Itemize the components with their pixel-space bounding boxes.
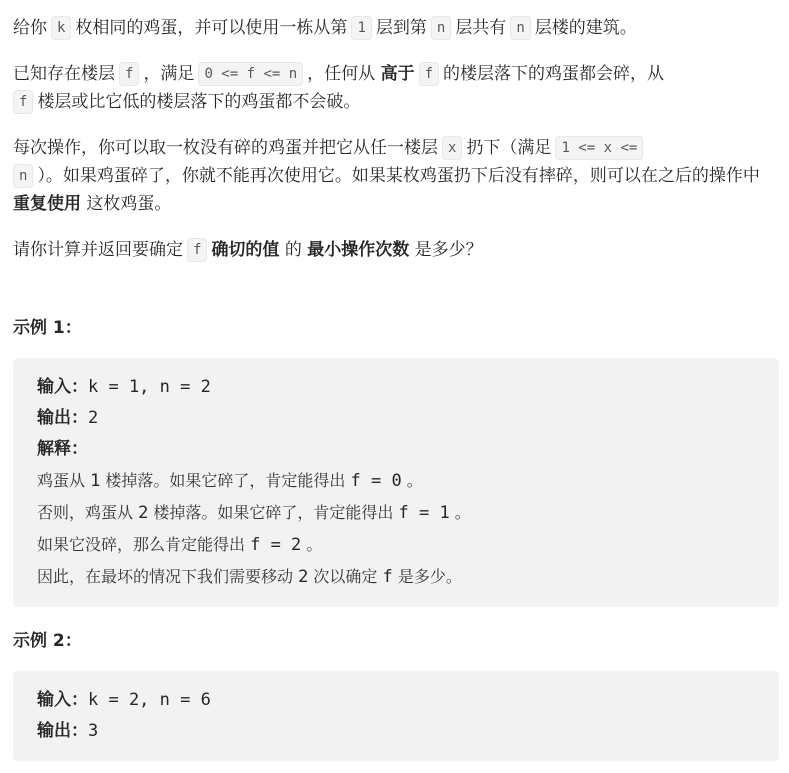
- code-text: f = 0: [350, 471, 402, 491]
- paragraph-question: [13, 236, 779, 264]
- inline-code-f: f: [13, 90, 33, 114]
- text: 否则，鸡蛋从: [37, 503, 139, 522]
- example-2: [13, 627, 779, 761]
- text: 的楼层落下的鸡蛋都会碎，从: [443, 64, 664, 84]
- bold-text: 高于: [380, 64, 415, 84]
- text: 请你计算并返回要确定: [13, 240, 183, 260]
- example-1-title: 示例 1：: [13, 318, 82, 338]
- code-text: 2: [138, 503, 149, 523]
- text: 鸡蛋从: [37, 471, 91, 490]
- input-value: k = 2, n = 6: [88, 690, 211, 710]
- text: 每次操作，你可以取一枚没有碎的鸡蛋并把它从任一楼层: [13, 138, 438, 158]
- output-label: 输出：: [37, 721, 88, 741]
- bold-text: 确切的值: [211, 240, 280, 260]
- code-text: 1: [90, 471, 101, 491]
- text: ，任何从: [307, 64, 376, 84]
- text: 因此，在最坏的情况下我们需要移动: [37, 567, 299, 586]
- text: ）。如果鸡蛋碎了，你就不能再次使用它。如果某枚鸡蛋扔下后没有摔碎，则可以在之后的操作中: [37, 166, 760, 186]
- text: 如果它没碎，那么肯定能得出: [37, 535, 251, 554]
- example-1-explain: [37, 434, 755, 465]
- example-1: [13, 314, 779, 607]
- example-1-output: [37, 403, 755, 434]
- explain-label: 解释：: [37, 439, 88, 459]
- inline-code-f: f: [119, 62, 139, 86]
- inline-code-range: 0 <= f <= n: [198, 62, 303, 86]
- text: 的: [284, 240, 302, 260]
- text: 给你: [13, 18, 47, 38]
- text: 层楼的建筑。: [534, 18, 637, 38]
- inline-code-n: n: [431, 16, 451, 40]
- inline-code-x: x: [442, 136, 462, 160]
- text: 扔下（满足: [466, 138, 552, 158]
- output-label: 输出：: [37, 408, 88, 428]
- input-value: k = 1, n = 2: [88, 377, 211, 397]
- text: 层共有: [455, 18, 507, 38]
- bold-text: 重复使用: [13, 194, 81, 214]
- text: 是多少。: [392, 567, 462, 586]
- text: 是多少？: [414, 240, 483, 260]
- explain-line: [37, 497, 755, 529]
- example-2-output: [37, 716, 755, 747]
- paragraph-operation: [13, 134, 779, 218]
- inline-code-f: f: [187, 238, 207, 262]
- output-value: 2: [88, 408, 99, 428]
- text: 次以确定: [308, 567, 383, 586]
- text: 。: [449, 503, 471, 522]
- example-2-input: [37, 685, 755, 716]
- problem-description: [13, 14, 779, 761]
- text: 。: [401, 471, 423, 490]
- text: 枚相同的鸡蛋，并可以使用一栋从第: [75, 18, 348, 38]
- text: ，满足: [143, 64, 195, 84]
- text: 层到第: [375, 18, 427, 38]
- paragraph-intro: [13, 14, 779, 42]
- input-label: 输入：: [37, 690, 88, 710]
- text: 。: [301, 535, 323, 554]
- explain-line: [37, 561, 755, 593]
- text: 楼掉落。如果它碎了，肯定能得出: [100, 471, 351, 490]
- inline-code-1: 1: [351, 16, 371, 40]
- example-2-title: 示例 2：: [13, 631, 82, 651]
- paragraph-condition: [13, 60, 779, 116]
- inline-code-x-range: 1 <= x <=: [555, 136, 643, 160]
- text: 已知存在楼层: [13, 64, 115, 84]
- bold-text: 最小操作次数: [307, 240, 410, 260]
- explain-line: [37, 529, 755, 561]
- code-text: f = 1: [398, 503, 450, 523]
- code-text: f = 2: [250, 535, 302, 555]
- text: 楼掉落。如果它碎了，肯定能得出: [148, 503, 399, 522]
- output-value: 3: [88, 721, 99, 741]
- text: 这枚鸡蛋。: [86, 194, 172, 214]
- example-2-code-block: [13, 671, 779, 761]
- inline-code-f: f: [419, 62, 439, 86]
- code-text: 2: [298, 567, 309, 587]
- input-label: 输入：: [37, 377, 88, 397]
- example-1-code-block: [13, 358, 779, 607]
- text: 楼层或比它低的楼层落下的鸡蛋都不会破。: [37, 92, 361, 112]
- code-text: f: [382, 567, 393, 587]
- explain-line: [37, 465, 755, 497]
- inline-code-n: n: [510, 16, 530, 40]
- inline-code-n: n: [13, 164, 33, 188]
- inline-code-k: k: [51, 16, 71, 40]
- example-1-input: [37, 372, 755, 403]
